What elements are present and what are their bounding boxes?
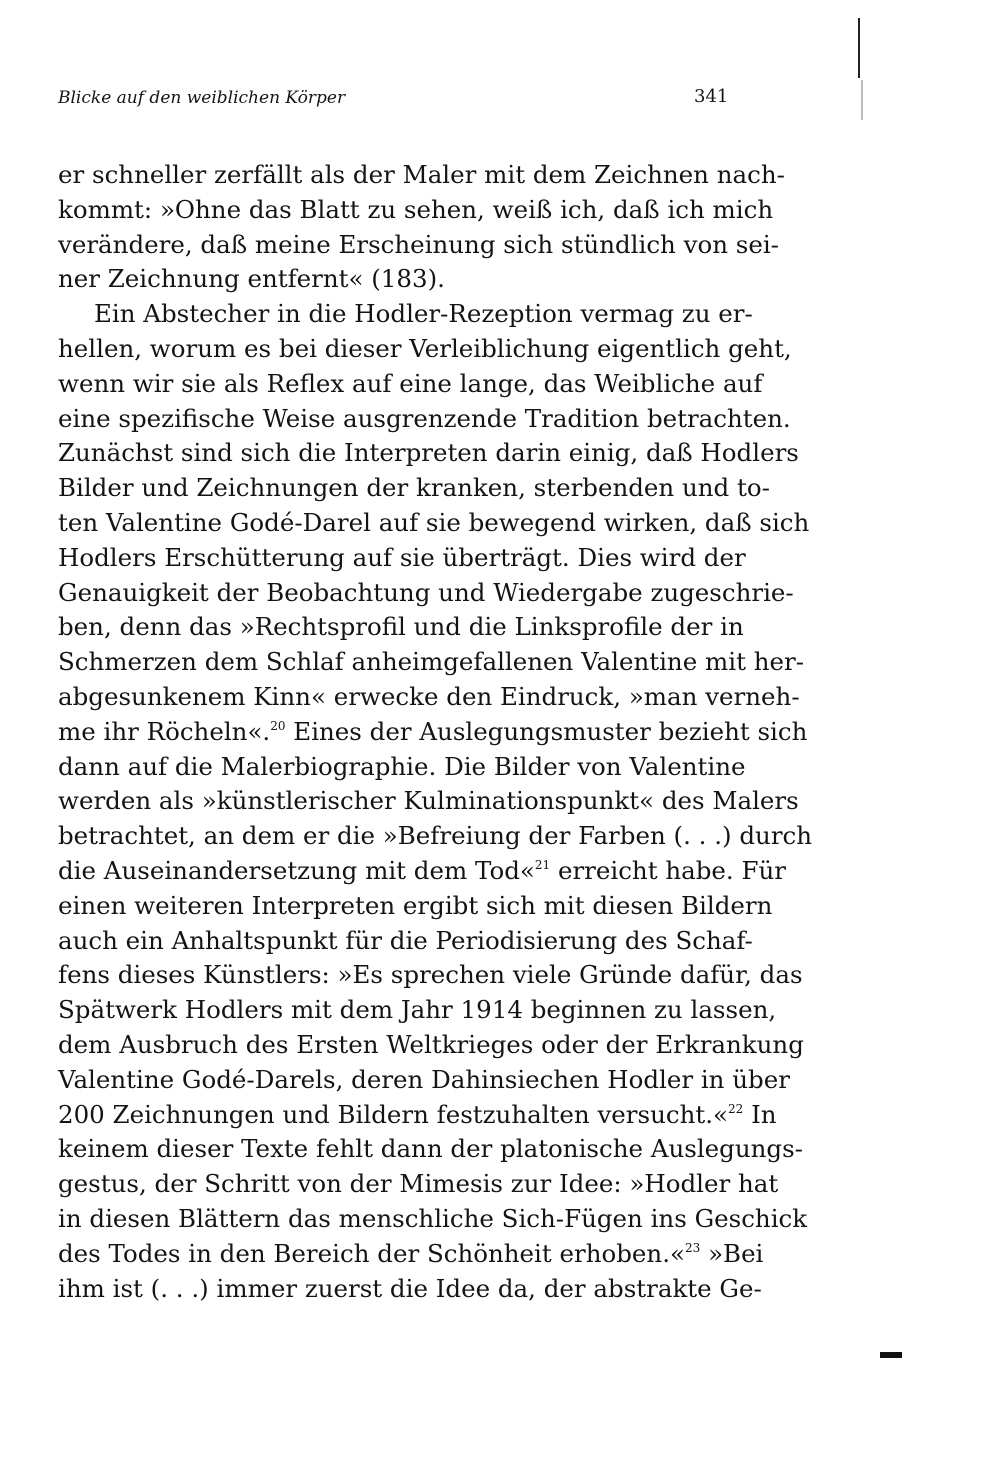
line-text: Schmerzen dem Schlaf anheimgefallenen Valentine mit her- <box>58 647 804 677</box>
line-text-continued: »Bei <box>700 1238 764 1268</box>
running-head: Blicke auf den weiblichen Körper <box>58 88 346 108</box>
text-line <box>58 958 803 993</box>
text-line <box>58 819 813 854</box>
text-line <box>58 610 744 645</box>
text-line <box>58 576 794 611</box>
line-text: wenn wir sie als Reflex auf eine lange, das Weibliche auf <box>58 368 763 398</box>
text-line <box>58 436 799 471</box>
footnote-marker: 21 <box>534 857 551 872</box>
text-line <box>58 367 763 402</box>
text-line <box>58 297 753 332</box>
text-line <box>58 193 774 228</box>
footnote-marker: 20 <box>270 718 286 733</box>
line-text: Hodlers Erschütterung auf sie überträgt. Dies wird der <box>58 542 746 572</box>
line-text: Zunächst sind sich die Interpreten darin einig, daß Hodlers <box>58 438 799 468</box>
line-text: ten Valentine Godé-Darel auf sie bewegend wirken, daß sich <box>58 507 810 537</box>
text-line <box>58 1063 790 1098</box>
text-line <box>58 680 800 715</box>
line-text-continued: erreicht habe. Für <box>550 855 786 885</box>
line-text: auch ein Anhaltspunkt für die Periodisierung des Schaf- <box>58 925 753 955</box>
line-text: ihm ist (. . .) immer zuerst die Idee da, der abstrakte Ge- <box>58 1273 762 1303</box>
line-text: ner Zeichnung entfernt« (183). <box>58 264 445 294</box>
scan-edge-mark <box>861 80 863 120</box>
text-line <box>58 158 785 193</box>
text-line <box>58 1237 764 1272</box>
text-line <box>58 541 746 576</box>
scan-edge-mark <box>880 1352 902 1358</box>
line-text: abgesunkenem Kinn« erwecke den Eindruck, »man verneh- <box>58 681 800 711</box>
text-line <box>58 1272 762 1307</box>
line-text: fens dieses Künstlers: »Es sprechen viele Gründe dafür, das <box>58 960 803 990</box>
text-line <box>58 715 808 750</box>
text-line <box>58 228 779 263</box>
line-text: 200 Zeichnungen und Bildern festzuhalten versucht.« <box>58 1099 728 1129</box>
text-line <box>58 1028 804 1063</box>
text-line <box>58 332 792 367</box>
line-text: Ein Abstecher in die Hodler-Rezeption vermag zu er- <box>94 299 753 329</box>
text-line <box>58 924 753 959</box>
line-text: keinem dieser Texte fehlt dann der platonische Auslegungs- <box>58 1134 803 1164</box>
line-text: werden als »künstlerischer Kulminationspunkt« des Malers <box>58 786 799 816</box>
line-text: hellen, worum es bei dieser Verleiblichung eigentlich geht, <box>58 333 792 363</box>
line-text: Spätwerk Hodlers mit dem Jahr 1914 beginnen zu lassen, <box>58 995 777 1025</box>
line-text-continued: In <box>743 1099 777 1129</box>
line-text: Bilder und Zeichnungen der kranken, sterbenden und to- <box>58 473 770 503</box>
text-line <box>58 1167 779 1202</box>
line-text: dann auf die Malerbiographie. Die Bilder von Valentine <box>58 751 746 781</box>
line-text: kommt: »Ohne das Blatt zu sehen, weiß ich, daß ich mich <box>58 194 774 224</box>
line-text: in diesen Blättern das menschliche Sich-Fügen ins Geschick <box>58 1203 808 1233</box>
text-line <box>58 262 738 297</box>
footnote-marker: 22 <box>728 1101 744 1116</box>
line-text: eine spezifische Weise ausgrenzende Tradition betrachten. <box>58 403 791 433</box>
text-line <box>58 750 746 785</box>
text-line <box>58 784 799 819</box>
line-text: gestus, der Schritt von der Mimesis zur Idee: »Hodler hat <box>58 1169 779 1199</box>
body-text <box>58 158 813 1306</box>
line-text: die Auseinandersetzung mit dem Tod« <box>58 855 535 885</box>
line-text: betrachtet, an dem er die »Befreiung der Farben (. . .) durch <box>58 821 813 851</box>
line-text: Genauigkeit der Beobachtung und Wiedergabe zugeschrie- <box>58 577 794 607</box>
text-line <box>58 993 777 1028</box>
line-text: me ihr Röcheln«. <box>58 716 271 746</box>
page-number: 341 <box>694 86 729 107</box>
text-line <box>58 645 804 680</box>
line-text: Valentine Godé-Darels, deren Dahinsiechen Hodler in über <box>58 1064 790 1094</box>
text-line <box>58 1132 803 1167</box>
line-text: ben, denn das »Rechtsprofil und die Linksprofile der in <box>58 612 744 642</box>
line-text: verändere, daß meine Erscheinung sich stündlich von sei- <box>58 229 779 259</box>
text-line <box>58 1098 777 1133</box>
text-line <box>58 1202 808 1237</box>
line-text: des Todes in den Bereich der Schönheit erhoben.« <box>58 1238 685 1268</box>
text-line <box>58 402 791 437</box>
line-text: er schneller zerfällt als der Maler mit dem Zeichnen nach- <box>58 160 785 189</box>
line-text: dem Ausbruch des Ersten Weltkrieges oder der Erkrankung <box>58 1029 804 1059</box>
text-line <box>58 471 770 506</box>
line-text: einen weiteren Interpreten ergibt sich mit diesen Bildern <box>58 890 773 920</box>
text-line <box>58 854 786 889</box>
text-line <box>58 889 773 924</box>
scan-edge-mark <box>858 18 860 78</box>
text-line <box>58 506 810 541</box>
line-text-continued: Eines der Auslegungsmuster bezieht sich <box>285 716 808 746</box>
footnote-marker: 23 <box>685 1240 701 1255</box>
